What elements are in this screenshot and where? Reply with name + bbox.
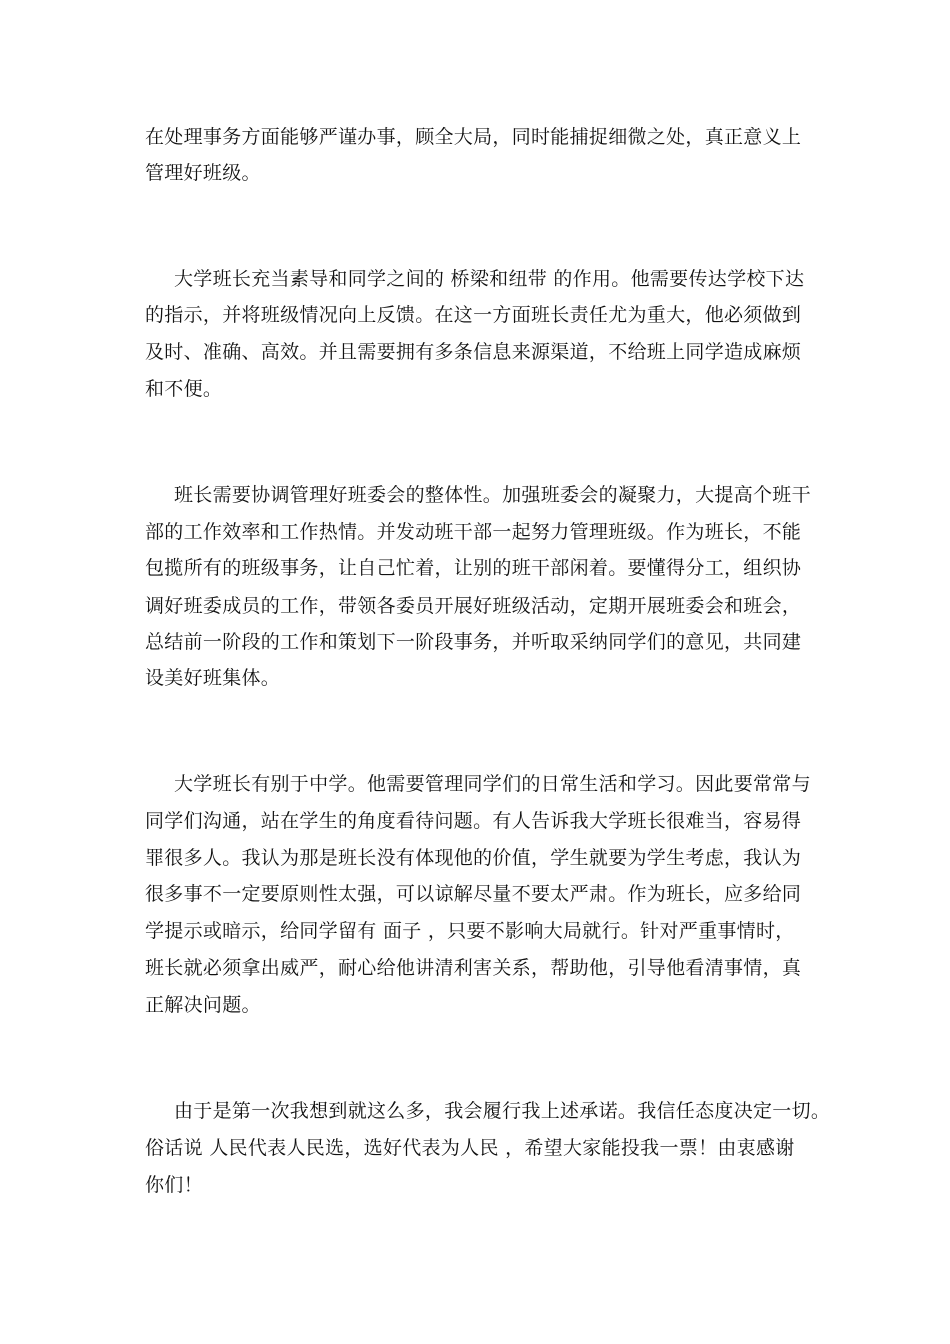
paragraph-3-line-6: 设美好班集体。	[145, 667, 281, 689]
paragraph-1-line-2: 管理好班级。	[145, 162, 261, 184]
paragraph-4-line-2: 同学们沟通，站在学生的角度看待问题。有人告诉我大学班长很难当，容易得	[145, 810, 802, 832]
paragraph-3-line-3: 包揽所有的班级事务，让自己忙着，让别的班干部闲着。要懂得分工，组织协	[145, 557, 802, 579]
paragraph-3-line-1: 班长需要协调管理好班委会的整体性。加强班委会的凝聚力，大提高个班干	[174, 484, 811, 506]
paragraph-5-line-2: 俗话说 人民代表人民选，选好代表为人民 ，希望大家能投我一票！由衷感谢	[145, 1137, 795, 1159]
paragraph-5-line-3: 你们！	[145, 1174, 203, 1196]
paragraph-4-line-1: 大学班长有别于中学。他需要管理同学们的日常生活和学习。因此要常常与	[174, 773, 811, 795]
paragraph-4-line-3: 罪很多人。我认为那是班长没有体现他的价值，学生就要为学生考虑，我认为	[145, 847, 802, 869]
paragraph-3-line-5: 总结前一阶段的工作和策划下一阶段事务，并听取采纳同学们的意见，共同建	[145, 631, 802, 653]
paragraph-1-line-1: 在处理事务方面能够严谨办事，顾全大局，同时能捕捉细微之处，真正意义上	[145, 126, 802, 148]
paragraph-3-line-2: 部的工作效率和工作热情。并发动班干部一起努力管理班级。作为班长，不能	[145, 521, 802, 543]
paragraph-2-line-3: 及时、准确、高效。并且需要拥有多条信息来源渠道，不给班上同学造成麻烦	[145, 341, 802, 363]
paragraph-2-line-1: 大学班长充当素导和同学之间的 桥梁和纽带 的作用。他需要传达学校下达	[174, 268, 805, 290]
paragraph-4-line-5: 学提示或暗示，给同学留有 面子 ，只要不影响大局就行。针对严重事情时，	[145, 920, 795, 942]
paragraph-4-line-7: 正解决问题。	[145, 994, 261, 1016]
paragraph-2-line-2: 的指示，并将班级情况向上反馈。在这一方面班长责任尤为重大，他必须做到	[145, 304, 802, 326]
paragraph-3-line-4: 调好班委成员的工作，带领各委员开展好班级活动，定期开展班委会和班会，	[145, 595, 802, 617]
paragraph-4-line-4: 很多事不一定要原则性太强，可以谅解尽量不要太严肃。作为班长，应多给同	[145, 883, 802, 905]
paragraph-2-line-4: 和不便。	[145, 378, 223, 400]
paragraph-5-line-1: 由于是第一次我想到就这么多，我会履行我上述承诺。我信任态度决定一切。	[174, 1100, 831, 1122]
paragraph-4-line-6: 班长就必须拿出威严，耐心给他讲清利害关系，帮助他，引导他看清事情，真	[145, 957, 802, 979]
